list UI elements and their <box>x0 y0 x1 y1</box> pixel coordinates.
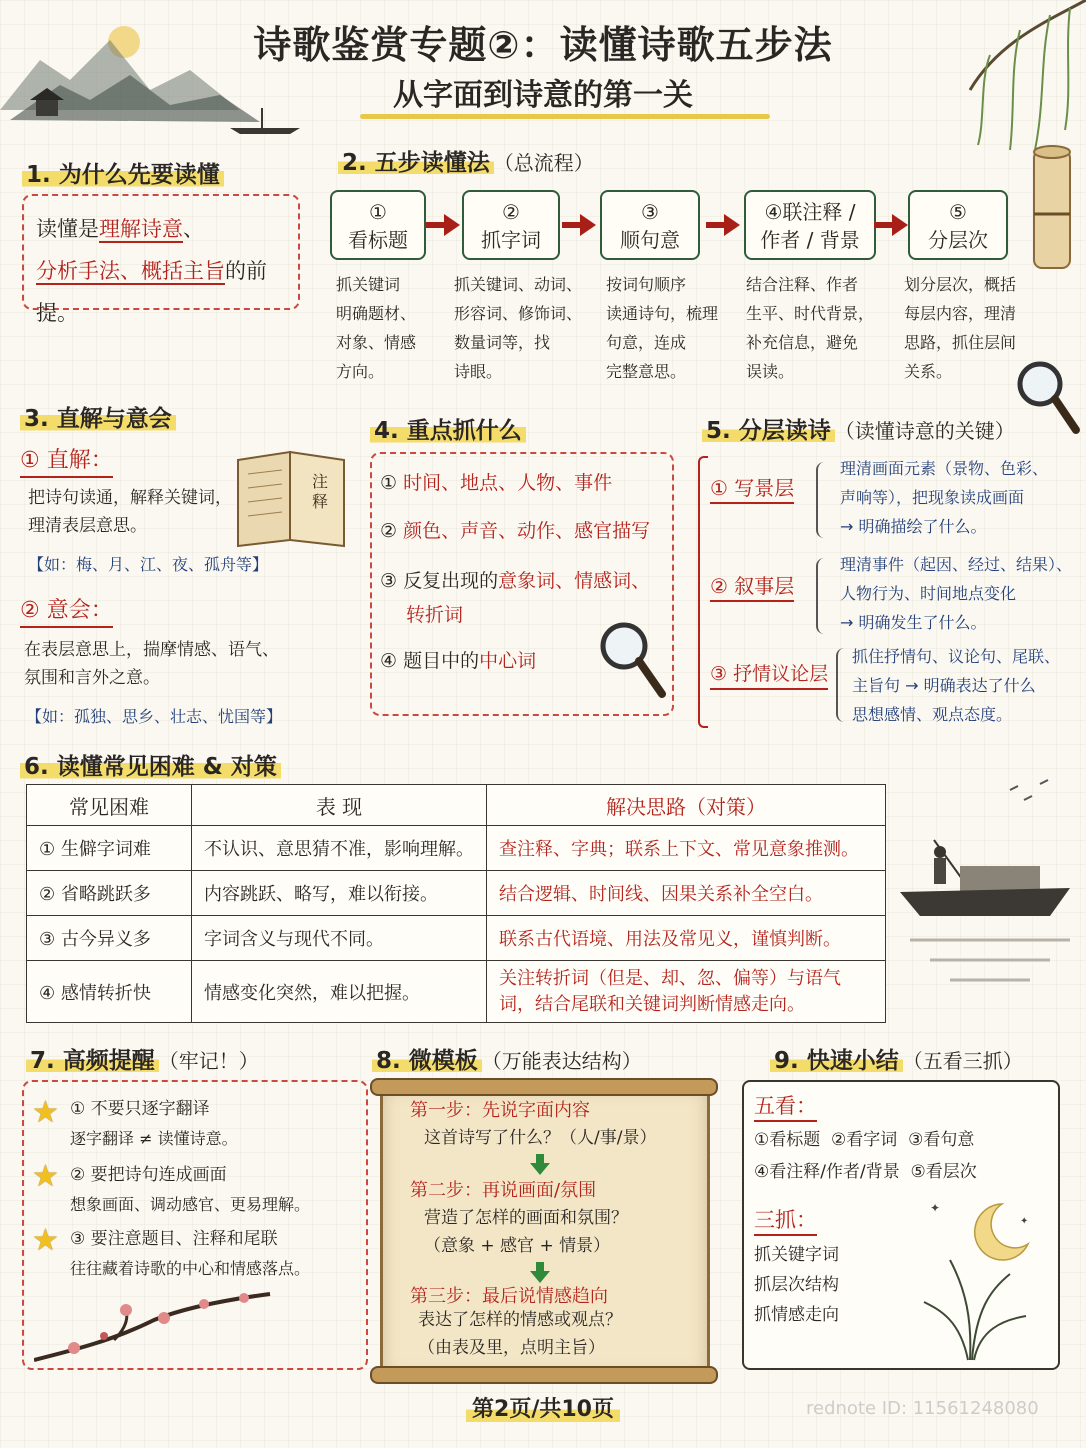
section-heading: 6. 读懂常见困难 & 对策 <box>20 748 281 781</box>
down-arrow-icon <box>530 1154 550 1176</box>
table-cell: 查注释、字典；联系上下文、常见意象推测。 <box>487 826 886 871</box>
section-template <box>366 1040 726 1376</box>
layer-lyrical-desc <box>852 642 1076 729</box>
table-cell: 关注转折词（但是、却、忽、偏等）与语气词，结合尾联和关键词判断情感走向。 <box>487 961 886 1023</box>
section-key-points <box>366 412 680 718</box>
step-name: 抓字词 <box>481 228 541 252</box>
desc-line: 主旨句 → 明确表达了什么 <box>852 676 1036 695</box>
key-point-4 <box>380 646 536 676</box>
desc-line: 完整意思。 <box>606 362 687 381</box>
desc-line: 关系。 <box>904 362 953 381</box>
section-heading: 4. 重点抓什么 <box>370 412 526 445</box>
section-why-read <box>22 156 312 325</box>
boat-illustration <box>900 770 1080 1000</box>
page-subtitle: 从字面到诗意的第一关 <box>393 78 693 113</box>
text-line: 理清表层意思。 <box>28 516 147 536</box>
brace <box>836 648 844 722</box>
reminder-title: ③ 要注意题目、注释和尾联 <box>70 1229 278 1249</box>
step-name: 分层次 <box>928 228 988 252</box>
table-cell: 不认识、意思猜不准，影响理解。 <box>192 826 487 871</box>
section-reminders <box>20 1040 370 1372</box>
svg-text:✦: ✦ <box>930 1201 941 1215</box>
table-cell: 内容跳跃、略写，难以衔接。 <box>192 871 487 916</box>
desc-line: 形容词、修饰词、 <box>454 304 583 323</box>
five-look-line-2: ④看注释/作者/背景 ⑤看层次 <box>754 1162 977 1182</box>
template-step-2-desc <box>424 1204 628 1260</box>
table-cell: ① 生僻字词难 <box>27 826 192 871</box>
text-line: 氛围和言外之意。 <box>24 668 160 688</box>
desc-line: 划分层次，概括 <box>904 275 1017 294</box>
item-text: ③ 反复出现的 <box>380 570 499 592</box>
section-heading <box>338 144 594 177</box>
reminder-2 <box>70 1160 310 1220</box>
step-desc-3 <box>606 270 742 386</box>
scroll-roll-top <box>370 1078 718 1096</box>
desc-line: （由表及里，点明主旨） <box>418 1338 605 1358</box>
column-header: 表 现 <box>192 785 487 826</box>
sense-title: ② 意会： <box>20 596 113 628</box>
desc-line: → 明确发生了什么。 <box>840 613 987 632</box>
desc-line: 诗眼。 <box>454 362 503 381</box>
direct-title: ① 直解： <box>20 446 113 478</box>
heading-sub: （读懂诗意的关键） <box>834 419 1015 443</box>
desc-line: 人物行为、时间地点变化 <box>840 584 1017 603</box>
desc-line: 理清画面元素（景物、色彩、 <box>840 459 1049 478</box>
three-grab-list <box>754 1240 839 1330</box>
down-arrow-icon <box>530 1262 550 1284</box>
desc-line: 读通诗句，梳理 <box>606 304 719 323</box>
item-keyword: 中心词 <box>479 650 537 672</box>
step-box-5 <box>908 190 1008 260</box>
item-text: 颜色、声音、动作、感官描写 <box>403 520 651 542</box>
section-layered-reading <box>696 412 1076 732</box>
step-desc-4 <box>746 270 896 386</box>
table-row <box>27 826 886 871</box>
desc-line: 明确题材、 <box>336 304 417 323</box>
section-heading <box>770 1042 1023 1075</box>
step-name: 顺句意 <box>620 228 680 252</box>
scroll-roll-bottom <box>370 1366 718 1384</box>
desc-line: 思想感情、观点态度。 <box>852 705 1013 724</box>
sense-text <box>24 636 324 692</box>
desc-line: 抓住抒情句、议论句、尾联、 <box>852 647 1061 666</box>
table-header-row <box>27 785 886 826</box>
template-step-3-title: 第三步：最后说情感趋向 <box>410 1286 608 1307</box>
desc-line: 数量词等，找 <box>454 333 551 352</box>
key-point-2 <box>380 516 650 546</box>
heading-text: 2. 五步读懂法 <box>338 150 494 176</box>
step-box-2 <box>462 190 560 260</box>
section-direct-and-sense <box>20 400 340 740</box>
direct-example: 【如：梅、月、江、夜、孤舟等】 <box>28 555 269 574</box>
heading-text: 7. 高频提醒 <box>26 1048 159 1074</box>
difficulties-table <box>26 784 886 1023</box>
book-illustration <box>232 440 352 550</box>
desc-line: 思路，抓住层间 <box>904 333 1017 352</box>
item-num: ② <box>380 520 404 542</box>
step-number: ④联注释 / <box>764 200 856 224</box>
section-five-steps <box>328 144 1068 394</box>
item-text: ④ 题目中的 <box>380 650 480 672</box>
template-step-3-desc <box>418 1306 622 1362</box>
five-look-line-1: ①看标题 ②看字词 ③看句意 <box>754 1130 975 1150</box>
desc-line: 这首诗写了什么？（人/事/景） <box>424 1128 657 1148</box>
arrow-icon <box>874 214 908 236</box>
section-heading <box>26 1042 259 1075</box>
table-row <box>27 916 886 961</box>
magnifying-glass-icon <box>596 618 670 700</box>
desc-line: 对象、情感 <box>336 333 417 352</box>
item-text: 时间、地点、人物、事件 <box>403 472 613 494</box>
template-step-1-desc <box>424 1124 656 1152</box>
table-cell: ③ 古今异义多 <box>27 916 192 961</box>
section-heading <box>702 412 1015 445</box>
desc-line: 营造了怎样的画面和氛围？ <box>424 1208 628 1228</box>
desc-line: （意象 + 感官 + 情景） <box>424 1236 611 1256</box>
section-difficulties <box>20 748 900 1024</box>
table-cell: 字词含义与现代不同。 <box>192 916 487 961</box>
section-heading: 3. 直解与意会 <box>20 400 176 433</box>
desc-line: 结合注释、作者 <box>746 275 859 294</box>
text-line: 在表层意思上，揣摩情感、语气、 <box>24 640 279 660</box>
brace <box>816 558 824 634</box>
reminder-1 <box>70 1094 238 1154</box>
moon-reed-illustration <box>910 1190 1056 1362</box>
item-keyword: 意象词、情感词、 <box>498 570 651 592</box>
reminder-desc: 逐字翻译 ≠ 读懂诗意。 <box>70 1129 238 1148</box>
item-keyword: 转折词 <box>406 604 464 626</box>
desc-line: 按词句顺序 <box>606 275 687 294</box>
desc-line: 理清事件（起因、经过、结果）、 <box>840 555 1073 574</box>
step-name: 作者 / 背景 <box>760 228 860 252</box>
arrow-icon <box>426 214 460 236</box>
heading-text: 5. 分层读诗 <box>702 418 835 444</box>
desc-line: 生平、时代背景， <box>746 304 875 323</box>
star-icon: ★ <box>32 1159 59 1194</box>
page-indicator: 第2页/共10页 <box>466 1397 620 1422</box>
heading-sub: （万能表达结构） <box>481 1049 642 1073</box>
reminder-desc: 往往藏着诗歌的中心和情感落点。 <box>70 1259 311 1278</box>
desc-line: 每层内容，理清 <box>904 304 1017 323</box>
text-segment: 、 <box>183 217 204 241</box>
table-row <box>27 871 886 916</box>
step-number: ② <box>502 200 520 224</box>
step-number: ① <box>369 200 387 224</box>
template-step-1-title: 第一步：先说字面内容 <box>410 1100 590 1121</box>
reminder-title: ① 不要只逐字翻译 <box>70 1099 210 1119</box>
desc-line: 方向。 <box>336 362 385 381</box>
section-heading: 1. 为什么先要读懂 <box>22 156 224 189</box>
desc-line: 声响等），把现象读成画面 <box>840 488 1025 507</box>
svg-text:✦: ✦ <box>1020 1216 1029 1227</box>
desc-line: 抓关键词 <box>336 275 401 294</box>
plum-blossom-illustration <box>34 1290 274 1364</box>
table-cell: 联系古代语境、用法及常见义，谨慎判断。 <box>487 916 886 961</box>
section-heading <box>372 1042 642 1075</box>
heading-text: 8. 微模板 <box>372 1048 482 1074</box>
layer-scenery: ① 写景层 <box>710 474 794 504</box>
heading-sub: （五看三抓） <box>902 1049 1023 1073</box>
reminder-title: ② 要把诗句连成画面 <box>70 1165 227 1185</box>
desc-line: 表达了怎样的情感或观点？ <box>418 1310 622 1330</box>
step-box-4 <box>744 190 876 260</box>
book-label: 注释 <box>312 472 329 511</box>
table-cell: ④ 感情转折快 <box>27 961 192 1023</box>
text-line: 把诗句读通，解释关键词， <box>28 488 232 508</box>
arrow-icon <box>706 214 740 236</box>
item-num: ① <box>380 472 404 494</box>
page-title: 诗歌鉴赏专题②：读懂诗歌五步法 <box>253 23 833 67</box>
sense-example: 【如：孤独、思乡、壮志、忧国等】 <box>26 707 283 726</box>
step-desc-1 <box>336 270 454 386</box>
page-header <box>0 0 1086 130</box>
desc-line: 句意，连成 <box>606 333 687 352</box>
step-name: 看标题 <box>348 228 408 252</box>
text-segment: 读懂是 <box>36 217 99 241</box>
table-cell: ② 省略跳跃多 <box>27 871 192 916</box>
list-item: 抓情感走向 <box>754 1305 839 1325</box>
reminder-desc: 想象画面、调动感官、更易理解。 <box>70 1195 311 1214</box>
layer-lyrical: ③ 抒情议论层 <box>710 660 828 690</box>
section-summary <box>740 1040 1070 1372</box>
three-grab-title: 三抓： <box>754 1206 817 1236</box>
left-bracket <box>698 456 708 728</box>
reminder-3 <box>70 1224 310 1284</box>
brace <box>816 462 824 538</box>
heading-sub: （总流程） <box>493 151 594 175</box>
layer-narrative: ② 叙事层 <box>710 572 794 602</box>
key-point-1 <box>380 468 612 498</box>
keyword: 分析手法、概括主旨 <box>36 259 225 283</box>
list-item: 抓层次结构 <box>754 1275 839 1295</box>
template-step-2-title: 第二步：再说画面/氛围 <box>410 1180 597 1201</box>
table-cell: 结合逻辑、时间线、因果关系补全空白。 <box>487 871 886 916</box>
table-cell: 情感变化突然，难以把握。 <box>192 961 487 1023</box>
step-desc-2 <box>454 270 602 386</box>
desc-line: 补充信息，避免 <box>746 333 859 352</box>
desc-line: → 明确描绘了什么。 <box>840 517 987 536</box>
star-icon: ★ <box>32 1223 59 1258</box>
star-icon: ★ <box>32 1095 59 1130</box>
column-header: 解决思路（对策） <box>487 785 886 826</box>
layer-scenery-desc <box>840 454 1076 541</box>
step-number: ③ <box>641 200 659 224</box>
keyword: 理解诗意 <box>99 217 183 241</box>
column-header: 常见困难 <box>27 785 192 826</box>
scroll-illustration <box>1022 144 1082 274</box>
why-read-text <box>36 208 298 334</box>
arrow-icon <box>562 214 596 236</box>
heading-sub: （牢记！） <box>158 1049 259 1073</box>
table-row <box>27 961 886 1023</box>
step-box-3 <box>600 190 700 260</box>
subtitle-underline <box>360 114 770 119</box>
desc-line: 抓关键词、动词、 <box>454 275 583 294</box>
desc-line: 误读。 <box>746 362 795 381</box>
layer-narrative-desc <box>840 550 1076 637</box>
step-number: ⑤ <box>949 200 967 224</box>
step-box-1 <box>330 190 426 260</box>
list-item: 抓关键字词 <box>754 1245 839 1265</box>
text-segment: 的前提。 <box>36 259 267 325</box>
heading-text: 9. 快速小结 <box>770 1048 903 1074</box>
five-look-title: 五看： <box>754 1092 817 1122</box>
watermark: rednote ID: 11561248080 <box>806 1398 1039 1419</box>
